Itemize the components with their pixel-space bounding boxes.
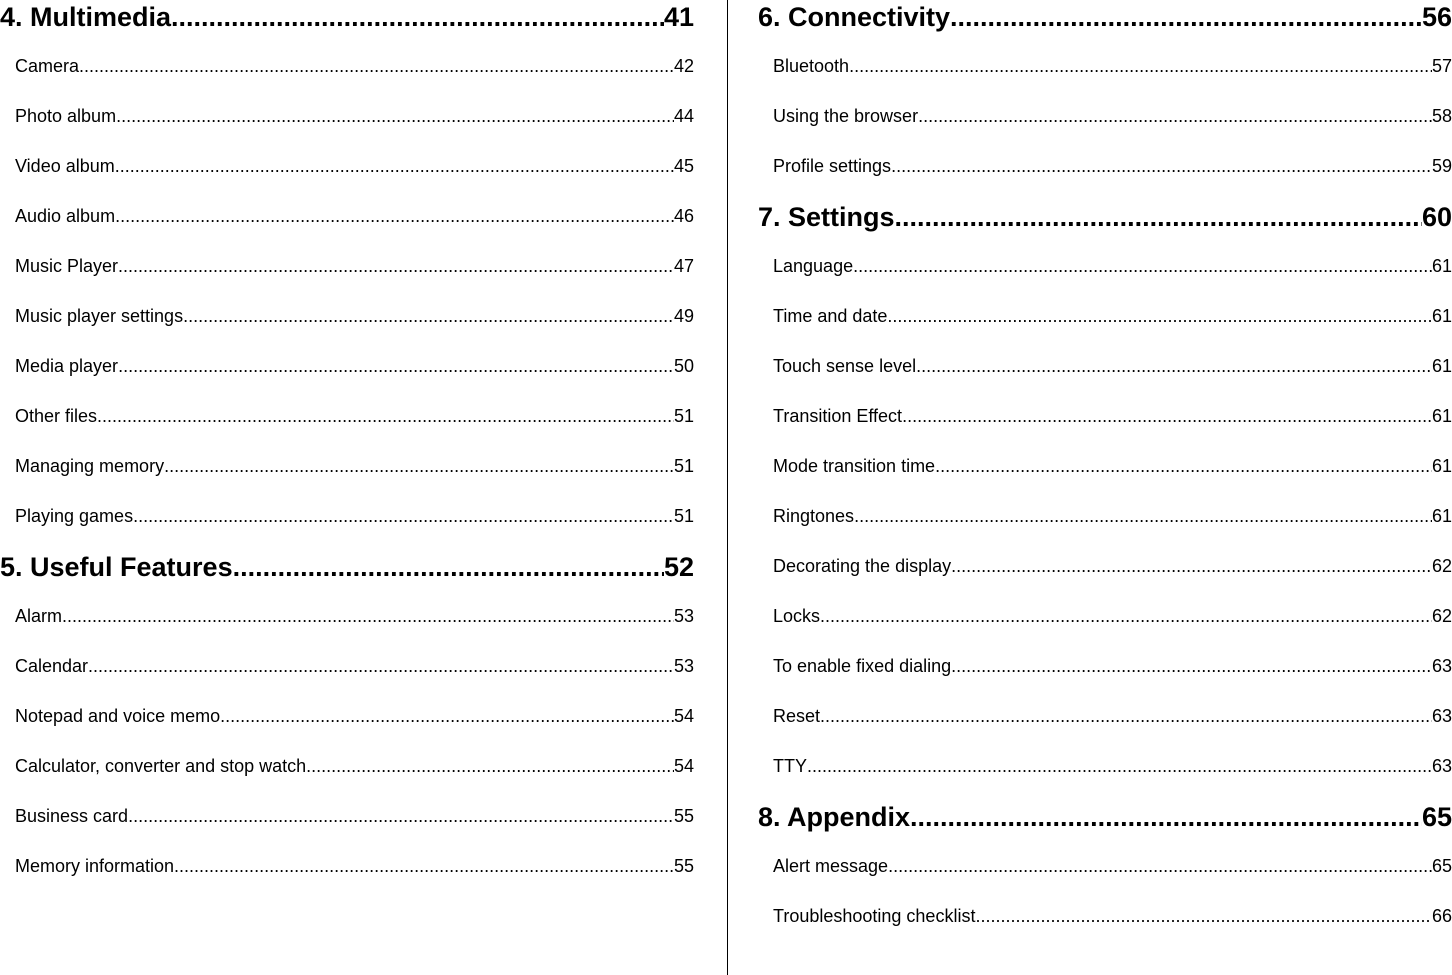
entry-title: TTY	[773, 756, 807, 776]
dot-leader	[887, 306, 1432, 327]
entry-title: Touch sense level	[773, 356, 917, 376]
toc-entry-managing-memory[interactable]	[15, 456, 694, 482]
entry-title: Profile settings	[773, 156, 892, 176]
dot-leader	[115, 156, 674, 177]
dot-leader	[174, 856, 674, 877]
entry-title: Mode transition time	[773, 456, 936, 476]
chapter-title: 6. Connectivity	[758, 2, 951, 32]
entry-title: Video album	[15, 156, 115, 176]
entry-page-number: 59	[1431, 156, 1452, 176]
dot-leader	[950, 2, 1422, 33]
dot-leader	[888, 856, 1432, 877]
entry-page-number: 61	[1431, 256, 1452, 276]
entry-title: Camera	[15, 56, 80, 76]
entry-page-number: 44	[673, 106, 694, 126]
toc-entry-touch-sense-level[interactable]	[773, 356, 1452, 382]
dot-leader	[116, 106, 674, 127]
toc-entry-bluetooth[interactable]	[773, 56, 1452, 82]
entry-page-number: 61	[1431, 506, 1452, 526]
entry-page-number: 63	[1431, 706, 1452, 726]
entry-title: Bluetooth	[773, 56, 850, 76]
entry-title: To enable fixed dialing	[773, 656, 952, 676]
entry-title: Reset	[773, 706, 821, 726]
dot-leader	[935, 456, 1432, 477]
dot-leader	[133, 506, 674, 527]
entry-title: Business card	[15, 806, 129, 826]
toc-left-column	[0, 0, 694, 975]
chapter-page-number: 65	[1421, 802, 1452, 832]
entry-title: Memory information	[15, 856, 175, 876]
entry-page-number: 42	[673, 56, 694, 76]
toc-entry-camera[interactable]	[15, 56, 694, 82]
entry-page-number: 66	[1431, 906, 1452, 926]
entry-page-number: 63	[1431, 756, 1452, 776]
dot-leader	[849, 56, 1432, 77]
entry-title: Other files	[15, 406, 98, 426]
entry-title: Ringtones	[773, 506, 855, 526]
toc-entry-calculator[interactable]	[15, 756, 694, 782]
entry-title: Media player	[15, 356, 119, 376]
dot-leader	[820, 706, 1432, 727]
entry-page-number: 47	[673, 256, 694, 276]
entry-title: Photo album	[15, 106, 117, 126]
entry-page-number: 49	[673, 306, 694, 326]
toc-right-column	[758, 0, 1452, 975]
entry-page-number: 61	[1431, 306, 1452, 326]
entry-title: Alert message	[773, 856, 889, 876]
entry-page-number: 54	[673, 756, 694, 776]
chapter-page-number: 56	[1421, 2, 1452, 32]
chapter-title: 8. Appendix	[758, 802, 911, 832]
toc-entry-locks[interactable]	[773, 606, 1452, 632]
toc-chapter-multimedia[interactable]	[0, 2, 694, 38]
toc-chapter-settings[interactable]	[758, 202, 1452, 238]
entry-page-number: 53	[673, 656, 694, 676]
dot-leader	[128, 806, 674, 827]
dot-leader	[62, 606, 674, 627]
entry-page-number: 45	[673, 156, 694, 176]
entry-page-number: 51	[673, 456, 694, 476]
toc-entry-tty[interactable]	[773, 756, 1452, 782]
entry-page-number: 51	[673, 506, 694, 526]
toc-entry-business-card[interactable]	[15, 806, 694, 832]
entry-page-number: 61	[1431, 406, 1452, 426]
dot-leader	[233, 552, 664, 583]
entry-title: Language	[773, 256, 854, 276]
dot-leader	[853, 256, 1432, 277]
entry-title: Using the browser	[773, 106, 919, 126]
entry-page-number: 61	[1431, 456, 1452, 476]
dot-leader	[164, 456, 674, 477]
toc-entry-music-player-settings[interactable]	[15, 306, 694, 332]
entry-title: Calendar	[15, 656, 89, 676]
entry-title: Music Player	[15, 256, 119, 276]
entry-title: Troubleshooting checklist	[773, 906, 976, 926]
entry-page-number: 61	[1431, 356, 1452, 376]
dot-leader	[910, 802, 1422, 833]
toc-entry-other-files[interactable]	[15, 406, 694, 432]
entry-title: Transition Effect	[773, 406, 903, 426]
entry-page-number: 54	[673, 706, 694, 726]
chapter-title: 4. Multimedia	[0, 2, 172, 32]
dot-leader	[88, 656, 674, 677]
entry-title: Decorating the display	[773, 556, 952, 576]
chapter-page-number: 52	[663, 552, 694, 582]
entry-page-number: 63	[1431, 656, 1452, 676]
chapter-title: 7. Settings	[758, 202, 895, 232]
entry-title: Locks	[773, 606, 821, 626]
toc-entry-video-album[interactable]	[15, 156, 694, 182]
toc-chapter-connectivity[interactable]	[758, 2, 1452, 38]
toc-entry-language[interactable]	[773, 256, 1452, 282]
dot-leader	[183, 306, 674, 327]
dot-leader	[854, 506, 1432, 527]
toc-entry-profile-settings[interactable]	[773, 156, 1452, 182]
toc-entry-notepad-voice-memo[interactable]	[15, 706, 694, 732]
dot-leader	[220, 706, 674, 727]
toc-entry-troubleshooting-checklist[interactable]	[773, 906, 1452, 932]
toc-entry-audio-album[interactable]	[15, 206, 694, 232]
toc-entry-calendar[interactable]	[15, 656, 694, 682]
chapter-title: 5. Useful Features	[0, 552, 233, 582]
entry-title: Music player settings	[15, 306, 184, 326]
toc-entry-reset[interactable]	[773, 706, 1452, 732]
entry-title: Playing games	[15, 506, 134, 526]
toc-entry-time-and-date[interactable]	[773, 306, 1452, 332]
dot-leader	[79, 56, 674, 77]
dot-leader	[115, 206, 674, 227]
toc-entry-photo-album[interactable]	[15, 106, 694, 132]
toc-entry-mode-transition-time[interactable]	[773, 456, 1452, 482]
entry-page-number: 55	[673, 856, 694, 876]
toc-entry-ringtones[interactable]	[773, 506, 1452, 532]
entry-page-number: 62	[1431, 556, 1452, 576]
entry-page-number: 65	[1431, 856, 1452, 876]
toc-entry-alarm[interactable]	[15, 606, 694, 632]
dot-leader	[807, 756, 1432, 777]
dot-leader	[118, 356, 674, 377]
dot-leader	[306, 756, 674, 777]
entry-page-number: 62	[1431, 606, 1452, 626]
dot-leader	[951, 556, 1432, 577]
toc-entry-using-browser[interactable]	[773, 106, 1452, 132]
chapter-page-number: 60	[1421, 202, 1452, 232]
dot-leader	[895, 202, 1422, 233]
dot-leader	[118, 256, 674, 277]
toc-entry-music-player[interactable]	[15, 256, 694, 282]
entry-title: Audio album	[15, 206, 116, 226]
toc-entry-memory-information[interactable]	[15, 856, 694, 882]
toc-chapter-appendix[interactable]	[758, 802, 1452, 838]
entry-page-number: 46	[673, 206, 694, 226]
toc-entry-decorating-display[interactable]	[773, 556, 1452, 582]
toc-entry-transition-effect[interactable]	[773, 406, 1452, 432]
dot-leader	[902, 406, 1432, 427]
entry-page-number: 57	[1431, 56, 1452, 76]
entry-page-number: 53	[673, 606, 694, 626]
toc-entry-fixed-dialing[interactable]	[773, 656, 1452, 682]
dot-leader	[891, 156, 1432, 177]
toc-chapter-useful-features[interactable]	[0, 552, 694, 588]
chapter-page-number: 41	[663, 2, 694, 32]
entry-title: Managing memory	[15, 456, 165, 476]
entry-page-number: 50	[673, 356, 694, 376]
entry-title: Alarm	[15, 606, 63, 626]
entry-page-number: 58	[1431, 106, 1452, 126]
entry-page-number: 55	[673, 806, 694, 826]
column-divider	[727, 0, 728, 975]
dot-leader	[820, 606, 1432, 627]
dot-leader	[975, 906, 1432, 927]
dot-leader	[171, 2, 664, 33]
entry-title: Notepad and voice memo	[15, 706, 221, 726]
dot-leader	[916, 356, 1432, 377]
toc-entry-alert-message[interactable]	[773, 856, 1452, 882]
entry-page-number: 51	[673, 406, 694, 426]
dot-leader	[918, 106, 1432, 127]
entry-title: Calculator, converter and stop watch	[15, 756, 307, 776]
dot-leader	[951, 656, 1432, 677]
toc-entry-playing-games[interactable]	[15, 506, 694, 532]
dot-leader	[97, 406, 674, 427]
toc-entry-media-player[interactable]	[15, 356, 694, 382]
entry-title: Time and date	[773, 306, 888, 326]
